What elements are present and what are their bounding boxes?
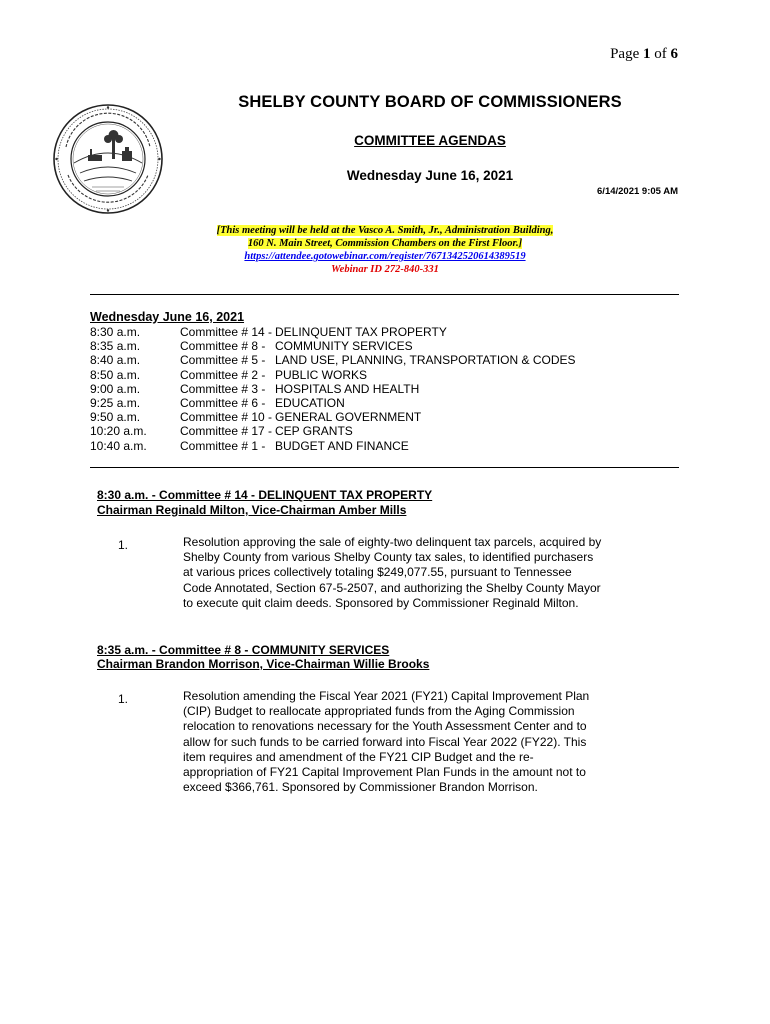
schedule-time: 9:50 a.m. bbox=[90, 410, 141, 425]
schedule-time: 9:00 a.m. bbox=[90, 381, 141, 396]
item-number: 1. bbox=[118, 692, 129, 706]
schedule-heading: Wednesday June 16, 2021 bbox=[90, 310, 245, 324]
page-title: SHELBY COUNTY BOARD OF COMMISSIONERS bbox=[238, 93, 622, 111]
schedule-name: EDUCATION bbox=[275, 395, 345, 410]
item-number: 1. bbox=[118, 538, 129, 552]
section-heading: 8:30 a.m. - Committee # 14 - DELINQUENT TAX PROPERTY bbox=[97, 488, 433, 502]
schedule-name: HOSPITALS AND HEALTH bbox=[275, 381, 420, 396]
page-number bbox=[610, 46, 678, 63]
county-seal-icon bbox=[52, 103, 164, 215]
section-heading: 8:35 a.m. - Committee # 8 - COMMUNITY SERVICES bbox=[97, 643, 390, 657]
schedule-name: BUDGET AND FINANCE bbox=[275, 438, 409, 453]
schedule-name: LAND USE, PLANNING, TRANSPORTATION & CODES bbox=[275, 353, 576, 368]
schedule-name: GENERAL GOVERNMENT bbox=[275, 410, 422, 425]
schedule-committee: Committee # 1 - bbox=[180, 438, 266, 453]
timestamp: 6/14/2021 9:05 AM bbox=[597, 186, 678, 197]
page-total: 6 bbox=[670, 46, 678, 62]
schedule-time: 10:40 a.m. bbox=[90, 438, 147, 453]
item-text: Resolution approving the sale of eighty-two delinquent tax parcels, acquired by Shelby County from various Shelby County tax sales, to identified purchasers at various prices collectively totaling $249,077.55, pursuant to Tennessee Code Annotated, Section 67-5-2507, and authorizing the Shelby County Mayor to execute quit claim deeds. Sponsored by Commissioner Reginald Milton. bbox=[183, 535, 602, 610]
meeting-date: Wednesday June 16, 2021 bbox=[346, 168, 514, 183]
schedule-name: DELINQUENT TAX PROPERTY bbox=[275, 325, 447, 339]
schedule-time: 8:40 a.m. bbox=[90, 353, 141, 368]
schedule-committee: Committee # 2 - bbox=[180, 367, 266, 382]
schedule-committee: Committee # 3 - bbox=[180, 381, 266, 396]
schedule-committee: Committee # 10 - bbox=[180, 410, 273, 425]
schedule-name: CEP GRANTS bbox=[275, 424, 353, 439]
webinar-link[interactable]: https://attendee.gotowebinar.com/register/7671342520614389519 bbox=[244, 251, 526, 262]
schedule-committee: Committee # 5 - bbox=[180, 353, 266, 368]
schedule-name: PUBLIC WORKS bbox=[275, 367, 368, 382]
schedule-time: 8:30 a.m. bbox=[90, 325, 141, 339]
schedule-time: 8:35 a.m. bbox=[90, 339, 141, 354]
notice-line-2: 160 N. Main Street, Commission Chambers on the First Floor.] bbox=[247, 238, 523, 249]
divider bbox=[90, 467, 679, 468]
schedule-committee: Committee # 6 - bbox=[180, 395, 266, 410]
divider bbox=[90, 294, 679, 295]
schedule-committee: Committee # 8 - bbox=[180, 339, 266, 354]
page-of: of bbox=[654, 46, 667, 62]
webinar-id: Webinar ID 272-840-331 bbox=[331, 264, 439, 275]
page-subtitle: COMMITTEE AGENDAS bbox=[354, 133, 506, 148]
page-current: 1 bbox=[643, 46, 651, 62]
schedule-time: 10:20 a.m. bbox=[90, 424, 147, 439]
schedule-time: 9:25 a.m. bbox=[90, 395, 141, 410]
meeting-notice bbox=[180, 224, 590, 276]
page-label: Page bbox=[610, 46, 640, 62]
notice-line-1: [This meeting will be held at the Vasco A. Smith, Jr., Administration Building, bbox=[216, 225, 554, 236]
schedule-committee: Committee # 17 - bbox=[180, 424, 273, 439]
section-chair: Chairman Reginald Milton, Vice-Chairman Amber Mills bbox=[97, 503, 407, 517]
schedule-time: 8:50 a.m. bbox=[90, 367, 141, 382]
item-text: Resolution amending the Fiscal Year 2021 (FY21) Capital Improvement Plan (CIP) Budget to reallocate appropriated funds from the Aging Commission relocation to renovations necessary for the Youth Assessment Center and to allow for such funds to be carried forward into Fiscal Year 2022 (FY22). This item requires and amendment of the FY21 CIP Budget and the re-appropriation of FY21 Capital Improvement Plan Funds in the amount not to exceed $366,761. Sponsored by Commissioner Brandon Morrison. bbox=[183, 689, 590, 795]
section-chair: Chairman Brandon Morrison, Vice-Chairman Willie Brooks bbox=[97, 657, 430, 671]
schedule-committee: Committee # 14 - bbox=[180, 325, 273, 339]
schedule-name: COMMUNITY SERVICES bbox=[275, 339, 413, 354]
